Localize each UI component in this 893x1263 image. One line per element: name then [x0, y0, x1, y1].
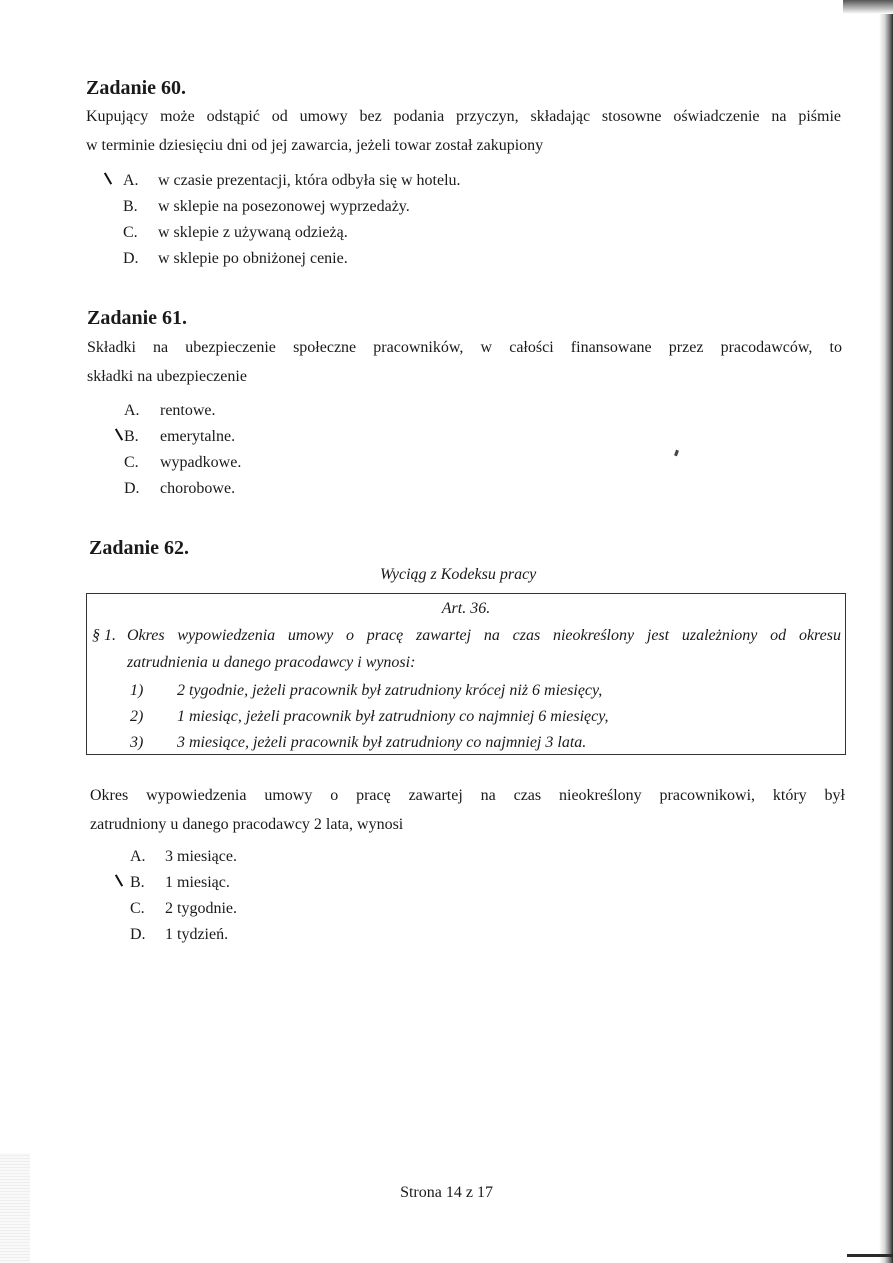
task-62-option-c[interactable]: [130, 898, 430, 920]
point-text: 2 tygodnie, jeżeli pracownik był zatrudniony krócej niż 6 miesięcy,: [177, 682, 603, 699]
scan-edge-corner: [843, 0, 893, 14]
option-letter: B.: [124, 428, 139, 445]
point-number: 2): [130, 708, 144, 725]
task-62-option-a[interactable]: [130, 846, 430, 868]
option-text: emerytalne.: [160, 428, 236, 445]
task-61-option-d[interactable]: [124, 478, 424, 500]
task-61-option-a[interactable]: [124, 400, 424, 422]
task-60-title: Zadanie 60.: [86, 77, 187, 99]
task-62-question-line-2: zatrudniony u danego pracodawcy 2 lata, wynosi: [90, 816, 404, 833]
option-text: chorobowe.: [160, 480, 236, 497]
answer-tick-mark: [115, 874, 123, 886]
task-61-option-c[interactable]: [124, 452, 424, 474]
task-60-option-d[interactable]: [123, 248, 523, 270]
paragraph-line-2: zatrudnienia u danego pracodawcy i wynosi:: [127, 654, 416, 671]
option-letter: D.: [130, 926, 146, 943]
scan-edge-bottom: [847, 1254, 893, 1257]
option-letter: D.: [123, 250, 139, 267]
answer-tick-mark: [115, 428, 123, 440]
task-60-option-b[interactable]: [123, 196, 523, 218]
page-number-footer: Strona 14 z 17: [400, 1184, 493, 1201]
task-60-question: [86, 102, 841, 160]
option-letter: D.: [124, 480, 140, 497]
option-text: 3 miesiące.: [165, 848, 237, 865]
option-text: w czasie prezentacji, która odbyła się w hotelu.: [158, 172, 461, 189]
option-text: 2 tygodnie.: [165, 900, 237, 917]
task-60-question-line-2: w terminie dziesięciu dni od jej zawarcia, jeżeli towar został zakupiony: [86, 137, 544, 154]
answer-tick-mark: [104, 172, 112, 184]
point-number: 1): [130, 682, 144, 699]
task-61-question-line-2: składki na ubezpieczenie: [87, 368, 247, 385]
task-60-option-a[interactable]: [123, 170, 523, 192]
scan-edge-shadow: [879, 0, 893, 1263]
option-letter: C.: [124, 454, 139, 471]
point-number: 3): [130, 734, 144, 751]
scan-noise: [0, 1153, 30, 1263]
option-letter: A.: [123, 172, 139, 189]
task-60-question-line-1: Kupujący może odstąpić od umowy bez podania przyczyn, składając stosowne oświadczenie na piśmie: [86, 108, 841, 125]
option-letter: A.: [124, 402, 140, 419]
task-61-question-line-1: Składki na ubezpieczenie społeczne pracowników, w całości finansowane przez pracodawców, to: [87, 339, 842, 356]
paragraph-sign: § 1.: [92, 627, 116, 644]
option-text: 1 tydzień.: [165, 926, 229, 943]
point-text: 3 miesiące, jeżeli pracownik był zatrudniony co najmniej 3 lata.: [177, 734, 587, 751]
paragraph-line-1: Okres wypowiedzenia umowy o pracę zawartej na czas nieokreślony jest uzależniony od okresu: [127, 627, 841, 644]
article-caption: Wyciąg z Kodeksu pracy: [380, 566, 537, 583]
task-62-option-d[interactable]: [130, 924, 430, 946]
task-61-question: [87, 333, 842, 391]
option-text: w sklepie na posezonowej wyprzedaży.: [158, 198, 410, 215]
task-61-option-b[interactable]: [124, 426, 424, 448]
task-62-title: Zadanie 62.: [89, 537, 190, 559]
option-text: w sklepie po obniżonej cenie.: [158, 250, 348, 267]
article-title: Art. 36.: [441, 600, 491, 617]
option-text: w sklepie z używaną odzieżą.: [158, 224, 348, 241]
option-text: rentowe.: [160, 402, 216, 419]
task-61-title: Zadanie 61.: [87, 307, 188, 329]
option-letter: C.: [130, 900, 145, 917]
option-letter: B.: [130, 874, 145, 891]
task-62-question: [90, 781, 845, 839]
task-62-option-b[interactable]: [130, 872, 430, 894]
option-letter: C.: [123, 224, 138, 241]
option-letter: B.: [123, 198, 138, 215]
point-text: 1 miesiąc, jeżeli pracownik był zatrudniony co najmniej 6 miesięcy,: [177, 708, 609, 725]
stray-pen-mark: [674, 450, 679, 457]
task-62-question-line-1: Okres wypowiedzenia umowy o pracę zawartej na czas nieokreślony pracownikowi, który był: [90, 787, 845, 804]
task-60-option-c[interactable]: [123, 222, 523, 244]
option-letter: A.: [130, 848, 146, 865]
option-text: wypadkowe.: [160, 454, 242, 471]
article-box: [86, 593, 846, 755]
option-text: 1 miesiąc.: [165, 874, 230, 891]
